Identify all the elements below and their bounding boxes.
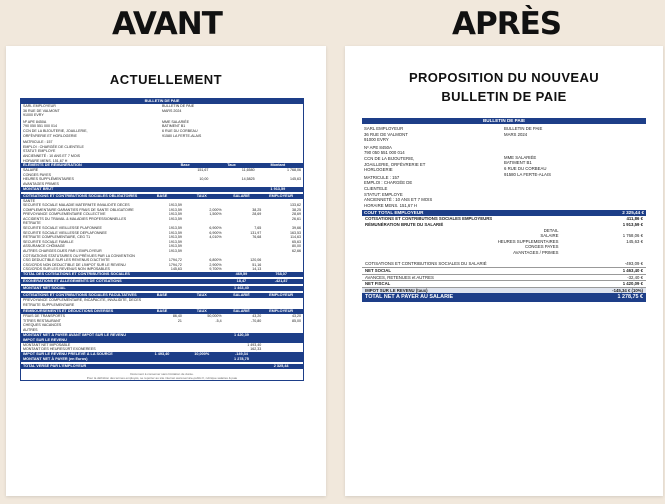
total-employeur-row: TOTAL VERSÉ PAR L'EMPLOYEUR 2 325,44 [21,364,303,369]
net-fiscal-row: NET FISCAL 1 420,09 € [362,281,646,288]
detail-row: AVANTAGES / PRIMES [513,249,559,255]
remboursements-rows [21,314,303,332]
siret: 790 050 551 000 014 [364,150,405,156]
remboursements-header: REMBOURSEMENTS ET DÉDUCTIONS DIVERSES BASE TAUX SALARIÉ EMPLOYEUR [21,309,303,314]
cotisation-row: CSG/CRDS NON DEDUCTIBLE DE L'IMPOT SUR LE REVENU 1794,72 2,900% 51,16 [23,262,262,267]
cotisations-salarie-row: COTISATIONS ET CONTRIBUTIONS SOCIALES DU SALARIÉ -493,09 € [362,261,646,268]
ape-code: Nº APE 8450A [364,144,392,150]
cotisation-row: SECURITE SOCIALE VIEILLESSE PLAFONNEE 1913,59 6,900% 7,65 39,66 [23,226,302,231]
cotisation-row: COTISATIONS STATUTAIRES OU PRÉVUES PAR LA CONVENTION [23,253,135,258]
cotisation-row: RETRAITE [23,221,41,226]
detail-row: HEURES SUPPLEMENTAIRES 145,63 € [497,238,643,244]
employer-address: 36 RUE DE VALMONT [364,131,408,137]
impot-source-row: IMPOT SUR LE REVENU PRELEVÉ À LA SOURCE 1 493,40 10,000% -149,34 [21,352,303,357]
employee-building: BATIMENT B1 [162,124,186,129]
cotisations-employeur-row: COTISATIONS ET CONTRIBUTIONS SOCIALES EMPLOYEURS 411,86 € [365,216,643,222]
proposed-payslip-title [345,68,663,106]
exonerations-row: EXONERATIONS ET ALLEGEMENTS DE COTISATIONS 18,47 -421,87 [21,279,303,284]
cotisation-row: COMPLEMENTAIRE GARANTIES FRAIS DE SANTE OBLIGATOIRE 1913,59 2,000% 38,25 38,25 [23,207,302,212]
facultative-row: PREVOYANCE COMPLEMENTAIRE, INCAPACITE, INVALIDITE, DECES [23,298,142,302]
cotisations-header: COTISATIONS ET CONTRIBUTIONS SOCIALES OBLIGATOIRES BASE TAUX SALARIÉ EMPLOYEUR [21,194,303,199]
cotisation-row: AUTRES CHARGES DUES PAR L'EMPLOYEUR 1913,59 62,66 [23,249,302,254]
emploi: EMPLOI : CHARGÉE DE CLIENTELE [23,144,84,149]
employer-name: SARL EMPLOYEUR [23,104,56,108]
horaire: HORAIRE MENS. 151,67 H [23,158,68,163]
detail-rows [362,233,646,255]
statut: STATUT: EMPLOYE [364,191,403,197]
current-payslip-document [20,98,304,381]
payslip-header [21,104,303,118]
statut: STATUT: EMPLOYE [23,149,56,154]
cotisation-row: SECURITE SOCIALE MALADIE MATERNITE INVALIDITE DECES 1913,59 133,62 [23,203,302,208]
employee-city: 91580 LA FERTE-ALAIS [162,133,202,138]
ape-code: Nº APE 8450A [23,119,47,124]
remuneration-row: SALAIRE 151,67 11,6580 1 768,06 [23,168,301,173]
payslip-header [362,126,646,143]
employer-city: 91000 EVRY [364,137,389,143]
employer-address: 36 RUE DE VALMONT [23,108,60,113]
matricule: MATRICULE : 157 [364,174,400,180]
payslip-label: BULLETIN DE PAIE [504,126,543,131]
cotisations-rows [21,199,303,273]
net-social-row: MONTANT NET SOCIAL 1 463,40 [21,286,303,291]
impot-row: IMPOT SUR LE REVENU (taux) -145,34 € (10%) [362,288,646,294]
cotisation-row: SECURITE SOCIALE FAMILLE 1913,59 65,63 [23,239,302,244]
avant-label: AVANT [112,6,222,42]
avances-row: AVANCES, RETENUES et AUTRES -32,40 € [362,275,646,282]
employee-street: 6 RUE DU CORBEAU [504,165,547,171]
payslip-label: BULLETIN DE PAIE [162,104,195,108]
remboursement-row: FRAIS DE TRANSPORTS 86,40 50,000% 43,20 43,20 [23,314,302,319]
avant-impot-row: MONTANT NET À PAYER AVANT IMPÔT SUR LE REVENU 1 420,39 [21,333,303,338]
cotisation-row: SANTE [23,198,35,203]
impot-row: MONTANT NET IMPOSABLE 1 493,40 [23,342,262,347]
employer-city: 91000 EVRY [23,113,44,118]
remuneration-row: CONGES PAYES [23,172,52,177]
facultative-row: RETRAITE SUPPLEMENTAIRE [23,302,75,307]
cotisation-row: SECURITE SOCIALE VIEILLESSE DEPLAFONNEE 1913,59 6,900% 131,97 163,53 [23,230,302,235]
cotisation-row: ACCIDENTS DU TRAVAIL & MALADIES PROFESSIONNELLES 1913,59 26,61 [23,216,302,221]
employee-name: MME SALARIÉE [162,119,189,124]
remboursement-row: AUTRES [23,327,38,332]
horaire: HORAIRE MENS. 151,67 H [364,202,418,208]
cout-total-row: COUT TOTAL EMPLOYEUR 2 325,44 € [364,210,644,216]
remuneration-brute-row: RÉMUNÉRATION BRUTE DU SALARIÉ 1 913,59 € [365,221,643,227]
cotisation-row: ASSURANCE CHÔMAGE 1913,59 80,00 [23,244,302,249]
ccn: CCN DE LA BIJOUTERIE, JOAILLERIE, ORFÈVRERIE ET HORLOGERIE [364,155,426,173]
anciennete: ANCIENNETÉ : 10 ANS ET 7 MOIS [23,153,81,158]
detail-row: CONGES PAYES [524,244,559,250]
employer-ids [21,120,303,163]
payslip-band-title: BULLETIN DE PAIE [362,118,646,124]
employer-ids [362,145,646,209]
detail-row: SALAIRE 1 768,06 € [540,233,643,239]
siret: 790 050 551 000 014 [23,124,57,129]
proposed-title-line2: BULLETIN DE PAIE [441,89,567,104]
anciennete: ANCIENNETÉ : 10 ANS ET 7 MOIS [364,197,433,203]
apres-label: APRÈS [452,6,562,42]
net-payer-row: MONTANT NET À PAYER (en Euros) 1 278,75 [21,357,303,362]
remboursement-row: CHEQUES VACANCES [23,323,62,328]
cotisation-row: RETRAITE COMPLEMENTAIRE, CEG T1 1913,59 4,010% 76,68 114,63 [23,235,302,240]
remuneration-header: ÉLÉMENTS DE RÉMUNÉRATION Base Taux Montant [21,163,303,168]
cotisation-row: CSG DEDUCTIBLE SUR LES REVENUS D'ACTIVITE 1794,72 6,800% 120,06 [23,258,262,263]
employee-building: BATIMENT B1 [504,160,532,166]
facultatives-header: COTISATIONS ET CONTRIBUTIONS SOCIALES FACULTATIVES BASE TAUX SALARIÉ EMPLOYEUR [21,293,303,298]
payslip-period: MARS 2024 [504,131,528,137]
total-net-row: TOTAL NET A PAYER AU SALARIE 1 278,75 € [362,293,646,302]
footnote: Document à conserver sans limitation de durée. Pour la définition des termes employés, se reporter au site internet www.service-public.fr, rubrique salaires & paie [86,371,238,380]
ccn: CCN DE LA BIJOUTERIE, JOAILLERIE, ORFÈVRERIE ET HORLOGERIE [23,128,88,138]
employee-street: 6 RUE DU CORBEAU [162,128,198,133]
cotisation-row: CSG/CRDS SUR LES REVENUS NON IMPOSABLES 145,63 9,700% 14,13 [23,267,262,272]
employer-name: SARL EMPLOYEUR [364,126,404,131]
remuneration-row: HEURES SUPPLÉMENTAIRES 10,00 14,5825 145,63 [23,177,301,182]
matricule: MATRICULE : 157 [23,140,53,145]
current-payslip-title: ACTUELLEMENT [109,72,223,87]
remuneration-row: AVANTAGES PRIMES [23,181,59,186]
net-social-row: NET SOCIAL 1 463,40 € [362,268,646,275]
proposed-payslip-document [362,118,646,302]
cotisation-row: PREVOYANCE COMPLEMENTAIRE COLLECTIVE 1913,59 1,500% 28,69 28,69 [23,212,302,217]
emploi: EMPLOI : CHARGÉE DE CLIENTELE [364,180,413,191]
detail-label-row: DETAIL [543,227,559,233]
impot-row: MONTANT DES HEURES/JRT EXONEREES 162,33 [23,347,262,352]
remuneration-rows [21,168,303,186]
total-cotisations-row: TOTAL DES COTISATIONS ET CONTRIBUTIONS SOCIALES 469,59 768,07 [21,272,303,277]
remboursement-row: TITRES RESTAURANT 21 -5,4 -70,80 85,00 [23,318,302,323]
employee-city: 91580 LA FERTE-ALAIS [504,171,551,177]
impot-header: IMPOT SUR LE REVENU [21,338,303,343]
employee-name: MME SALARIÉE [504,154,537,160]
proposed-title-line1: PROPOSITION DU NOUVEAU [408,70,600,85]
payslip-band-title: BULLETIN DE PAIE [21,99,303,104]
payslip-period: MARS 2024 [162,108,182,113]
brut-row: MONTANT BRUT 1 913,59 [21,187,303,192]
